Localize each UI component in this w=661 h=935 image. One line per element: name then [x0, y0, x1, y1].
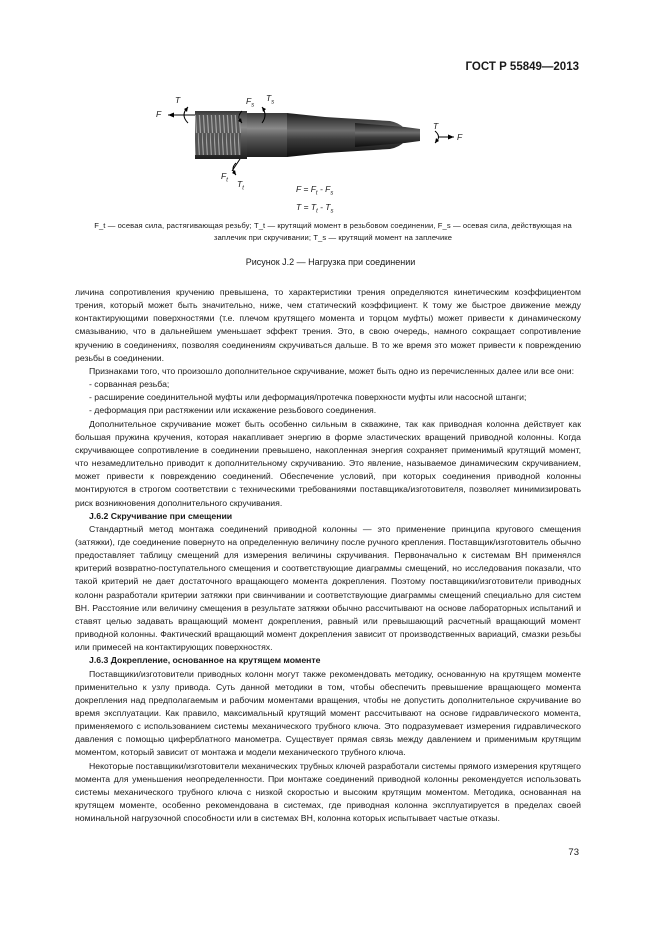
label-f-left: F	[156, 109, 162, 119]
label-fs: $F_s$	[246, 96, 255, 109]
label-tt: $T_t$	[237, 179, 244, 192]
figure-legend-line1: F_t — осевая сила, растягивающая резьбу; T_t — крутящий момент в резьбовом соединении, F_s — осевая сила, действующая на	[94, 221, 572, 230]
label-ts: $T_s$	[266, 93, 275, 106]
formula-force: $F = F_t - F_s$	[296, 184, 334, 197]
page-number: 73	[568, 847, 579, 858]
label-t-right: T	[433, 121, 439, 131]
figure-legend	[48, 220, 618, 244]
pin-shoulder	[247, 113, 287, 157]
list-item: - деформация при растяжении или искажение резьбового соединения.	[89, 405, 377, 416]
paragraph: Поставщики/изготовители приводных колонн могут также рекомендовать методику, основанную на крутящем моменте применительно к узлу привода. Суть данной методики в том, чтобы обеспечить превышение вращающего момента докрепления над предполагаемым и рабочим моментами вращения, чтобы не допустить дополнительное скручивание во время эксплуатации. Как правило, максимальный крутящий момент рассчитывают на основе гидравлического момента, применяемого с использованием системы механического трубного ключа. Это подразумевает измерения гидравлического давления с помощью циферблатного манометра. Существует прямая связь между давлением и применимым крутящим моментом, который зависит от монтажа и модели механического трубного ключа.	[75, 668, 581, 758]
paragraph: Некоторые поставщики/изготовители механических трубных ключей разработали системы прямого измерения крутящего момента для уменьшения неопределенности. При монтаже соединений приводной колонны рекомендуется использовать системы механического трубного ключа с низкой скоростью и высоким крутящим моментом. Методика, основанная на крутящем моменте, особенно рекомендована в системах, где приводная колонна эксплуатируется в пределах своей номинальной нагрузочной способности или в системах ВН, колонна которых испытывает частые отказы.	[75, 760, 581, 824]
figure-title: Рисунок J.2 — Нагрузка при соединении	[245, 257, 416, 267]
label-ft: $F_t$	[221, 171, 228, 184]
paragraph: личина сопротивления кручению превышена, то характеристики трения определяются кинетическим коэффициентом трения, который может быть значительно, ниже, чем статический коэффициент. К тому же быстрое движение между контактирующими поверхностями (т.е. плечом крутящего момента и торцом муфты) может привести к динамическому смазыванию, что в дальнейшем уменьшает эффект трения. Это, в свою очередь, намного сокращает сопротивление кручению в соединениях, позволяя соединениям скручиваться дальше. В то же время это может привести к повреждению резьбы в соединении.	[75, 287, 581, 363]
paragraph: Стандартный метод монтажа соединений приводной колонны — это применение принципа кругового смещения (затяжки), где соединение повернуто на определенную величину после ручного крепления. Поставщик/изготовитель обычно предоставляет таблицу смещений для измерения величины скручивания. Первоначально к системам ВН применялся критерий возвратно-поступательного смещения и соответствующие диаграммы смещений, но исследования показали, что такой критерий не дает достаточного вращающего момента докрепления. Поэтому поставщики/изготовители приводных колонн разработали критерии затяжки при свинчивании и соответствующие диаграммы смещений специально для систем ВН. Расстояние или величину смещения в результате затяжки обычно рассчитывают на основе лабораторных испытаний и ставят целью задавать вращающий момент докрепления, равный или превышающий расчетный вращающий момент приводной колонны. Фактический вращающий момент докрепления зависит от производственных вариаций, смазки резьбы или примесей на контактирующих поверхностях.	[75, 523, 581, 653]
standard-id: ГОСТ Р 55849—2013	[465, 61, 579, 73]
formula-block	[296, 183, 333, 218]
section-heading: J.6.2 Скручивание при смещении	[89, 510, 233, 521]
formula-torque: $T = T_t - T_s$	[296, 201, 334, 215]
thread-region	[195, 115, 241, 155]
coupling-load-figure	[150, 93, 490, 218]
paragraph: Дополнительное скручивание может быть особенно сильным в скважине, так как приводная колонна действует как большая пружина кручения, которая накапливает энергию в форме эластических вращений приводной колонны. Когда скручивающее сопротивление в соединении превышено, накопленная энергия сохраняет применимый крутящий момент, что незамедлительно приводит к дополнительному скручиванию. Это явление, называемое динамическим скручиванием, может привести к повреждению соединений. Обеспечение условий, при которых соединения приводной колонны монтируются в строгом соответствии с техническими требованиями поставщика/изготовителя, позволяет минимизировать риск возникновения дополнительного скручивания.	[75, 418, 581, 508]
figure-legend-line2: заплечик при скручивании; T_s — крутящий момент на заплечике	[213, 233, 453, 242]
section-heading: J.6.3 Докрепление, основанное на крутящем моменте	[89, 655, 321, 666]
label-f-right: F	[457, 132, 463, 142]
list-item: - расширение соединительной муфты или деформация/протечка поверхности муфты или насосной штанги;	[89, 392, 527, 403]
list-item: - сорванная резьба;	[89, 379, 170, 390]
paragraph: Признаками того, что произошло дополнительное скручивание, может быть одно из перечисленных далее или все они:	[89, 365, 575, 376]
label-t-left: T	[175, 95, 181, 105]
body-text	[75, 286, 581, 825]
